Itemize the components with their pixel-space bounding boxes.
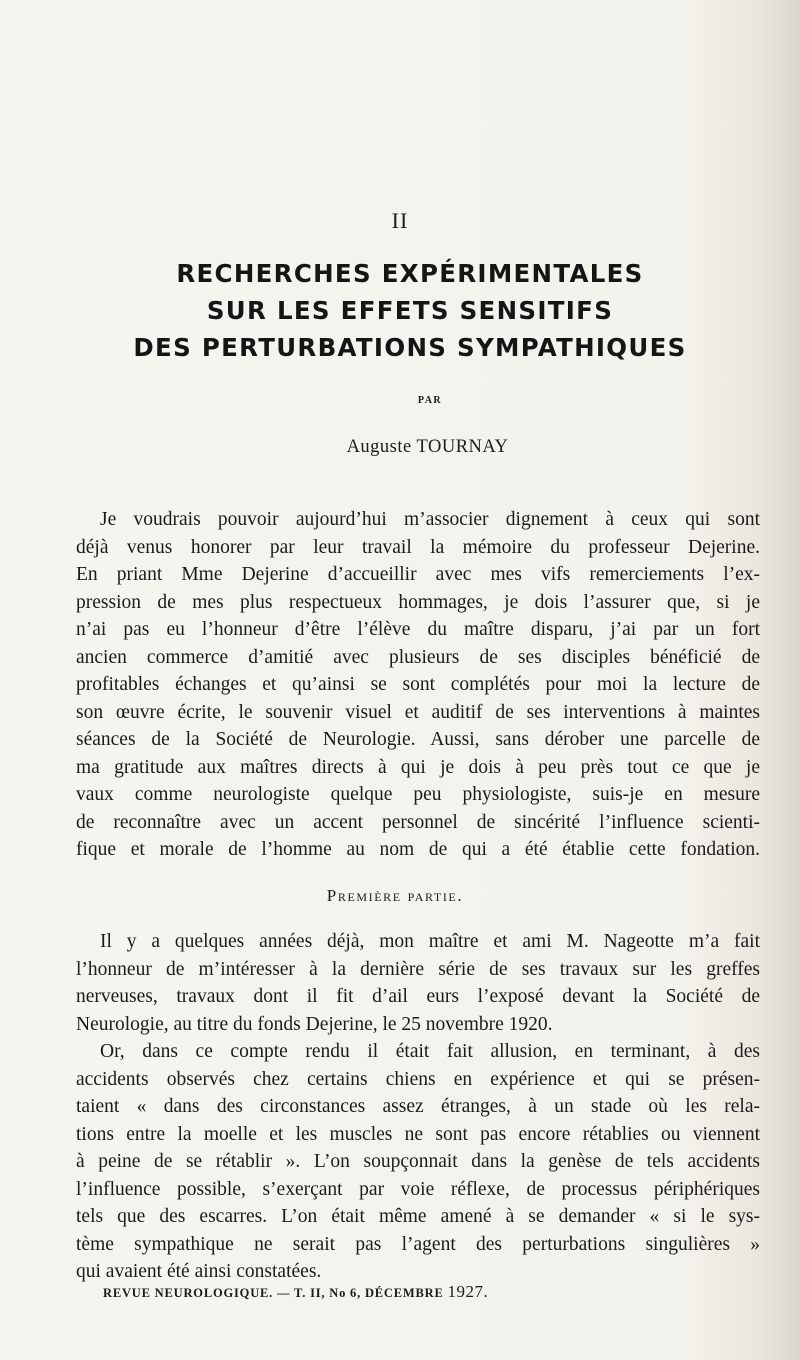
text-line: n’ai pas eu l’honneur d’être l’élève du maître disparu, j’ai par un fort [76, 619, 760, 640]
text-line: déjà venus honorer par leur travail la mémoire du professeur Dejerine. [76, 536, 760, 558]
author-name: Auguste TOURNAY [346, 437, 509, 457]
text-line: En priant Mme Dejerine d’accueillir avec mes vifs remerciements l’ex- [76, 564, 760, 585]
first-part-paragraph [76, 928, 760, 1286]
text-line: de reconnaître avec un accent personnel de sincérité l’influence scienti- [76, 811, 760, 833]
journal-footer [103, 1282, 488, 1302]
text-line: Or, dans ce compte rendu il était fait allusion, en terminant, à des [100, 1041, 760, 1062]
text-line: l’influence possible, s’exerçant par voie réflexe, de processus périphériques [76, 1178, 760, 1200]
text-line: ma gratitude aux maîtres directs à qui je dois à peu près tout ce que je [76, 756, 760, 778]
title-line: SUR LES EFFETS SENSITIFS [206, 296, 614, 325]
title-line: DES PERTURBATIONS SYMPATHIQUES [133, 333, 687, 362]
text-line: accidents observés chez certains chiens en expérience et qui se présen- [76, 1068, 760, 1090]
text-line: Il y a quelques années déjà, mon maître et ami M. Nageotte m’a fait [100, 931, 760, 952]
introduction-paragraph [76, 506, 760, 864]
article-title [60, 255, 760, 366]
text-line: ancien commerce d’amitié avec plusieurs de ses disciples bénéficié de [76, 646, 760, 668]
journal-reference: REVUE NEUROLOGIQUE. — T. II, No 6, DÉCEMBRE [103, 1286, 444, 1300]
text-line: fique et morale de l’homme au nom de qui a été établie cette fondation. [76, 839, 760, 860]
text-line: à peine de se rétablir ». L’on soupçonnait dans la genèse de tels accidents [76, 1151, 760, 1172]
text-line: nerveuses, travaux dont il fit d’ail eurs l’exposé devant la Société de [76, 986, 760, 1007]
text-line: pression de mes plus respectueux hommages, je dois l’assurer que, si je [76, 591, 760, 613]
text-line: tels que des escarres. L’on était même amené à se demander « si le sys- [76, 1206, 760, 1227]
article-number: II [391, 208, 409, 233]
text-line: Je voudrais pouvoir aujourd’hui m’associer dignement à ceux qui sont [100, 509, 760, 530]
text-line: profitables échanges et qu’ainsi se sont complétés pour moi la lecture de [76, 674, 760, 695]
text-line: l’honneur de m’intéresser à la dernière série de ses travaux sur les greffes [76, 958, 760, 980]
text-line: qui avaient été ainsi constatées. [76, 1261, 322, 1282]
section-heading: Première partie. [326, 886, 464, 905]
text-line: séances de la Société de Neurologie. Aussi, sans dérober une parcelle de [76, 729, 760, 750]
text-line: tions entre la moelle et les muscles ne sont pas encore rétablies ou viennent [76, 1123, 760, 1145]
text-line: taient « dans des circonstances assez étranges, à un stade où les rela- [76, 1096, 760, 1117]
text-line: vaux comme neurologiste quelque peu physiologiste, suis-je en mesure [76, 784, 760, 805]
title-line: RECHERCHES EXPÉRIMENTALES [176, 259, 644, 288]
text-line: tème sympathique ne serait pas l’agent des perturbations singulières » [76, 1233, 760, 1255]
text-line: Neurologie, au titre du fonds Dejerine, le 25 novembre 1920. [76, 1013, 553, 1035]
text-line: son œuvre écrite, le souvenir visuel et auditif de ses interventions à maintes [76, 701, 760, 723]
byline-par: PAR [417, 395, 443, 406]
journal-year: 1927. [447, 1282, 489, 1301]
